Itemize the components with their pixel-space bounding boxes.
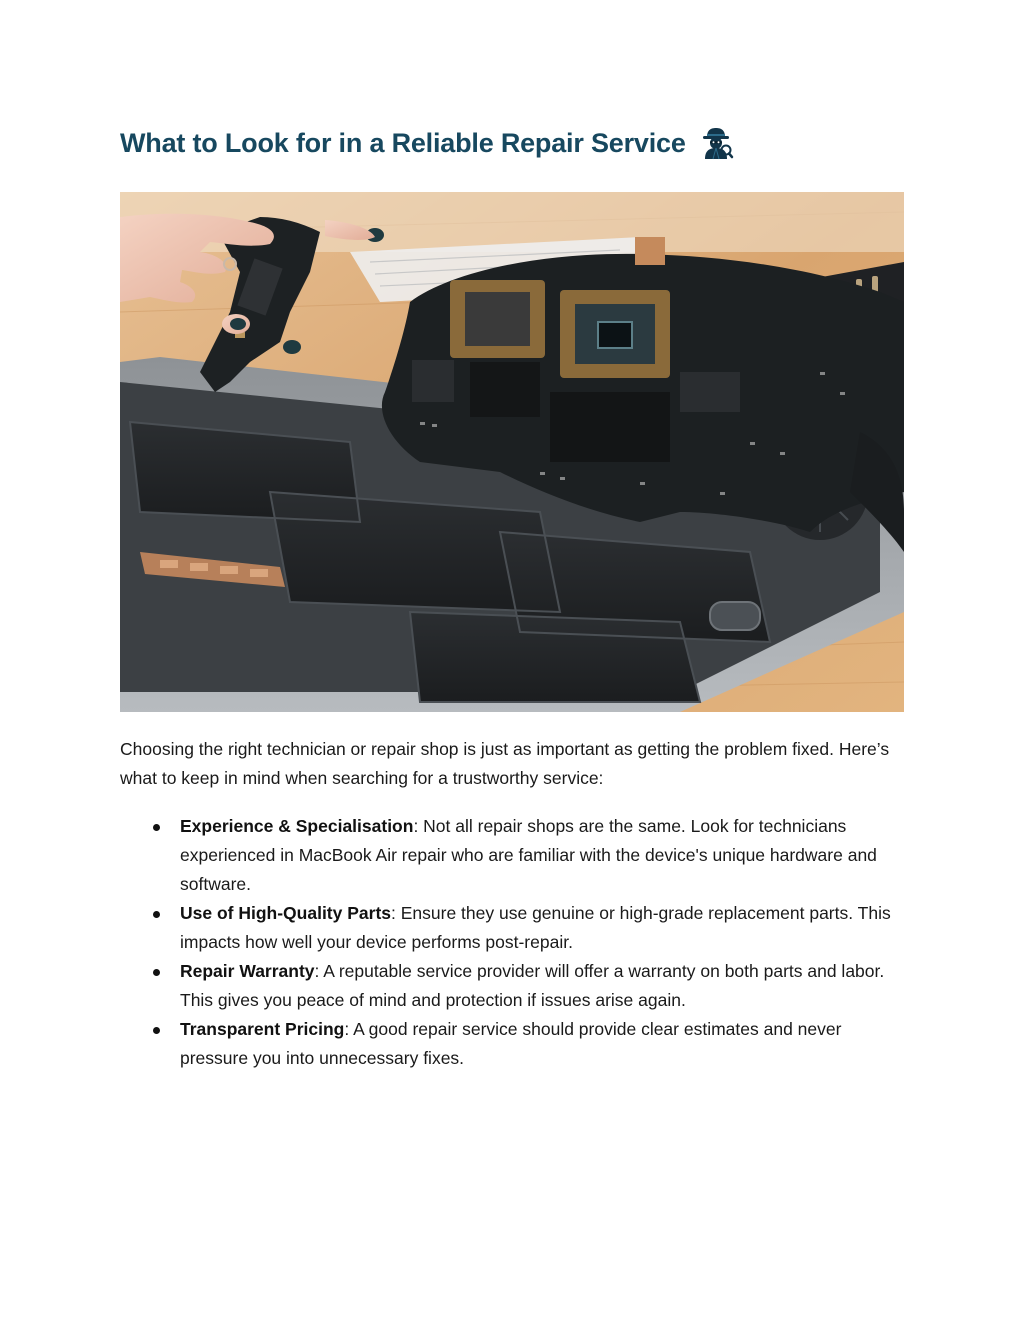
page-title (120, 126, 734, 160)
list-item-term: Experience & Specialisation (180, 816, 414, 836)
list-item (120, 812, 910, 899)
title-text: What to Look for in a Reliable Repair Service (120, 127, 686, 158)
list-item-text: : A reputable service provider will offer a warranty on both parts and labor. This gives you peace of mind and protection if issues arise again. (180, 961, 885, 1010)
laptop-logic-board-repair-photo (120, 192, 904, 712)
considerations-list (120, 812, 910, 1073)
bullet-icon (153, 824, 160, 831)
bullet-icon (153, 969, 160, 976)
bullet-icon (153, 1027, 160, 1034)
list-item (120, 1015, 910, 1073)
list-item-text: : Not all repair shops are the same. Look for technicians experienced in MacBook Air repair who are familiar with the device's unique hardware and software. (180, 816, 877, 894)
detective-emoji-icon (698, 126, 734, 160)
list-item-term: Repair Warranty (180, 961, 315, 981)
list-item-term: Transparent Pricing (180, 1019, 345, 1039)
list-item-text: : Ensure they use genuine or high-grade replacement parts. This impacts how well your device performs post-repair. (180, 903, 891, 952)
list-item (120, 899, 910, 957)
list-item-text: : A good repair service should provide clear estimates and never pressure you into unnecessary fixes. (180, 1019, 842, 1068)
intro-paragraph: Choosing the right technician or repair shop is just as important as getting the problem fixed. Here’s what to keep in mind when searching for a trustworthy service: (120, 739, 890, 788)
list-item-term: Use of High-Quality Parts (180, 903, 392, 923)
list-item (120, 957, 910, 1015)
bullet-icon (153, 911, 160, 918)
